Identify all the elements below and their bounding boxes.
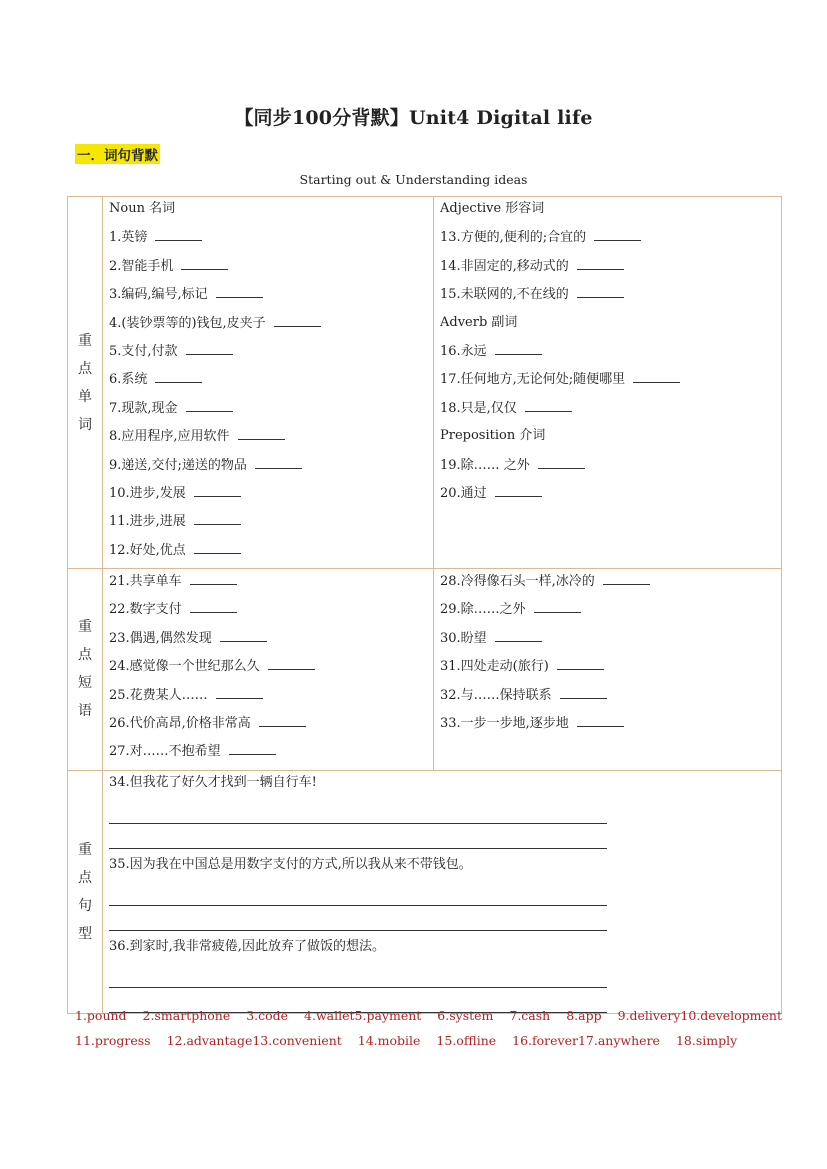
list-item: 26.代价高昂,价格非常高	[109, 713, 433, 741]
list-item: 20.通过	[440, 483, 781, 511]
list-item: Adjective 形容词	[440, 201, 545, 216]
answer-blank[interactable]	[186, 398, 233, 412]
list-item: 8.应用程序,应用软件	[109, 426, 433, 454]
list-item: 11.进步,进展	[109, 511, 433, 539]
list-item: 25.花费某人……	[109, 685, 433, 713]
list-item: Noun 名词	[109, 201, 176, 216]
answer-item: 3.code	[246, 1008, 289, 1023]
answer-item: 2.smartphone	[142, 1008, 231, 1023]
answer-blank[interactable]	[534, 599, 581, 613]
answer-blank[interactable]	[220, 628, 267, 642]
answer-blank[interactable]	[538, 455, 585, 469]
words-right-column	[434, 197, 782, 569]
list-item: 19.除…… 之外	[440, 455, 781, 483]
answer-blank[interactable]	[238, 426, 285, 440]
list-item: 24.感觉像一个世纪那么久	[109, 656, 433, 684]
sentences-cell	[103, 770, 782, 1013]
category-phrases: 重 点 短 语	[68, 569, 103, 771]
sentence-prompt: 36.到家时,我非常疲倦,因此放弃了做饭的想法。	[109, 938, 385, 954]
answer-item: 16.forever17.anywhere	[512, 1033, 660, 1048]
list-item: 16.永远	[440, 341, 781, 369]
list-item: 9.递送,交付;递送的物品	[109, 455, 433, 483]
phrases-left-column	[103, 569, 434, 771]
list-item: 10.进步,发展	[109, 483, 433, 511]
category-words: 重 点 单 词	[68, 197, 103, 569]
answer-blank[interactable]	[495, 341, 542, 355]
list-item: 5.支付,付款	[109, 341, 433, 369]
list-item: 31.四处走动(旅行)	[440, 656, 781, 684]
list-item: 28.冷得像石头一样,冰冷的	[440, 571, 781, 599]
answer-item: 4.wallet5.payment	[304, 1008, 422, 1023]
answer-blank[interactable]	[216, 685, 263, 699]
list-item: Adverb 副词	[440, 314, 518, 330]
answer-item: 1.pound	[75, 1008, 127, 1023]
sentence-prompt: 34.但我花了好久才找到一辆自行车!	[109, 774, 317, 790]
list-item: 7.现款,现金	[109, 398, 433, 426]
list-item: 15.未联网的,不在线的	[440, 284, 781, 312]
section-heading: 一．词句背默	[75, 144, 160, 164]
list-item: 32.与……保持联系	[440, 685, 781, 713]
page-title: 【同步100分背默】Unit4 Digital life	[234, 107, 593, 129]
answer-blank[interactable]	[229, 741, 276, 755]
category-sentences: 重 点 句 型	[68, 770, 103, 1013]
answer-item: 12.advantage13.convenient	[166, 1033, 342, 1048]
list-item: 13.方便的,便利的;合宜的	[440, 227, 781, 255]
answer-blank[interactable]	[268, 656, 315, 670]
answer-blank[interactable]	[155, 227, 202, 241]
sentence-prompt: 35.因为我在中国总是用数字支付的方式,所以我从来不带钱包。	[109, 856, 472, 872]
answer-blank[interactable]	[255, 455, 302, 469]
answer-blank[interactable]	[181, 256, 228, 270]
answer-blank[interactable]	[194, 540, 241, 554]
answer-blank[interactable]	[560, 685, 607, 699]
list-item: Preposition 介词	[440, 428, 546, 444]
list-item: 1.英镑	[109, 227, 433, 255]
list-item: 29.除……之外	[440, 599, 781, 627]
answer-blank[interactable]	[190, 571, 237, 585]
list-item: 4.(装钞票等的)钱包,皮夹子	[109, 313, 433, 341]
answer-row	[75, 1028, 775, 1053]
list-item: 6.系统	[109, 369, 433, 397]
answer-blank[interactable]	[186, 341, 233, 355]
answer-item: 6.system	[437, 1008, 494, 1023]
list-item: 12.好处,优点	[109, 540, 433, 568]
worksheet-table	[67, 196, 782, 1014]
answer-line[interactable]	[109, 906, 607, 931]
answer-blank[interactable]	[594, 227, 641, 241]
list-item: 33.一步一步地,逐步地	[440, 713, 781, 741]
answer-line[interactable]	[109, 963, 607, 988]
answer-item: 18.simply	[675, 1033, 738, 1048]
list-item: 22.数字支付	[109, 599, 433, 627]
words-left-column	[103, 197, 434, 569]
answer-blank[interactable]	[274, 313, 321, 327]
list-item: 21.共享单车	[109, 571, 433, 599]
list-item: 23.偶遇,偶然发现	[109, 628, 433, 656]
list-item: 3.编码,编号,标记	[109, 284, 433, 312]
answer-line[interactable]	[109, 881, 607, 906]
answer-blank[interactable]	[525, 398, 572, 412]
answer-key	[75, 1003, 782, 1053]
answer-blank[interactable]	[194, 483, 241, 497]
answer-row	[75, 1003, 782, 1028]
answer-blank[interactable]	[259, 713, 306, 727]
list-item: 2.智能手机	[109, 256, 433, 284]
answer-item: 14.mobile	[357, 1033, 421, 1048]
subtitle: Starting out & Understanding ideas	[299, 172, 528, 187]
answer-blank[interactable]	[633, 369, 680, 383]
answer-blank[interactable]	[577, 284, 624, 298]
answer-item: 8.app	[566, 1008, 602, 1023]
list-item: 17.任何地方,无论何处;随便哪里	[440, 369, 781, 397]
answer-item: 9.delivery10.development	[617, 1008, 782, 1023]
answer-item: 7.cash	[509, 1008, 551, 1023]
answer-blank[interactable]	[194, 511, 241, 525]
answer-blank[interactable]	[495, 628, 542, 642]
answer-blank[interactable]	[577, 713, 624, 727]
answer-item: 15.offline	[436, 1033, 497, 1048]
answer-blank[interactable]	[603, 571, 650, 585]
answer-blank[interactable]	[577, 256, 624, 270]
answer-blank[interactable]	[557, 656, 604, 670]
list-item: 14.非固定的,移动式的	[440, 256, 781, 284]
answer-blank[interactable]	[216, 284, 263, 298]
answer-line[interactable]	[109, 824, 607, 849]
answer-item: 11.progress	[75, 1033, 151, 1048]
answer-line[interactable]	[109, 799, 607, 824]
answer-blank[interactable]	[190, 599, 237, 613]
answer-blank[interactable]	[155, 369, 202, 383]
list-item: 18.只是,仅仅	[440, 398, 781, 426]
list-item: 27.对……不抱希望	[109, 741, 433, 769]
list-item: 30.盼望	[440, 628, 781, 656]
phrases-right-column	[434, 569, 782, 771]
answer-blank[interactable]	[495, 483, 542, 497]
